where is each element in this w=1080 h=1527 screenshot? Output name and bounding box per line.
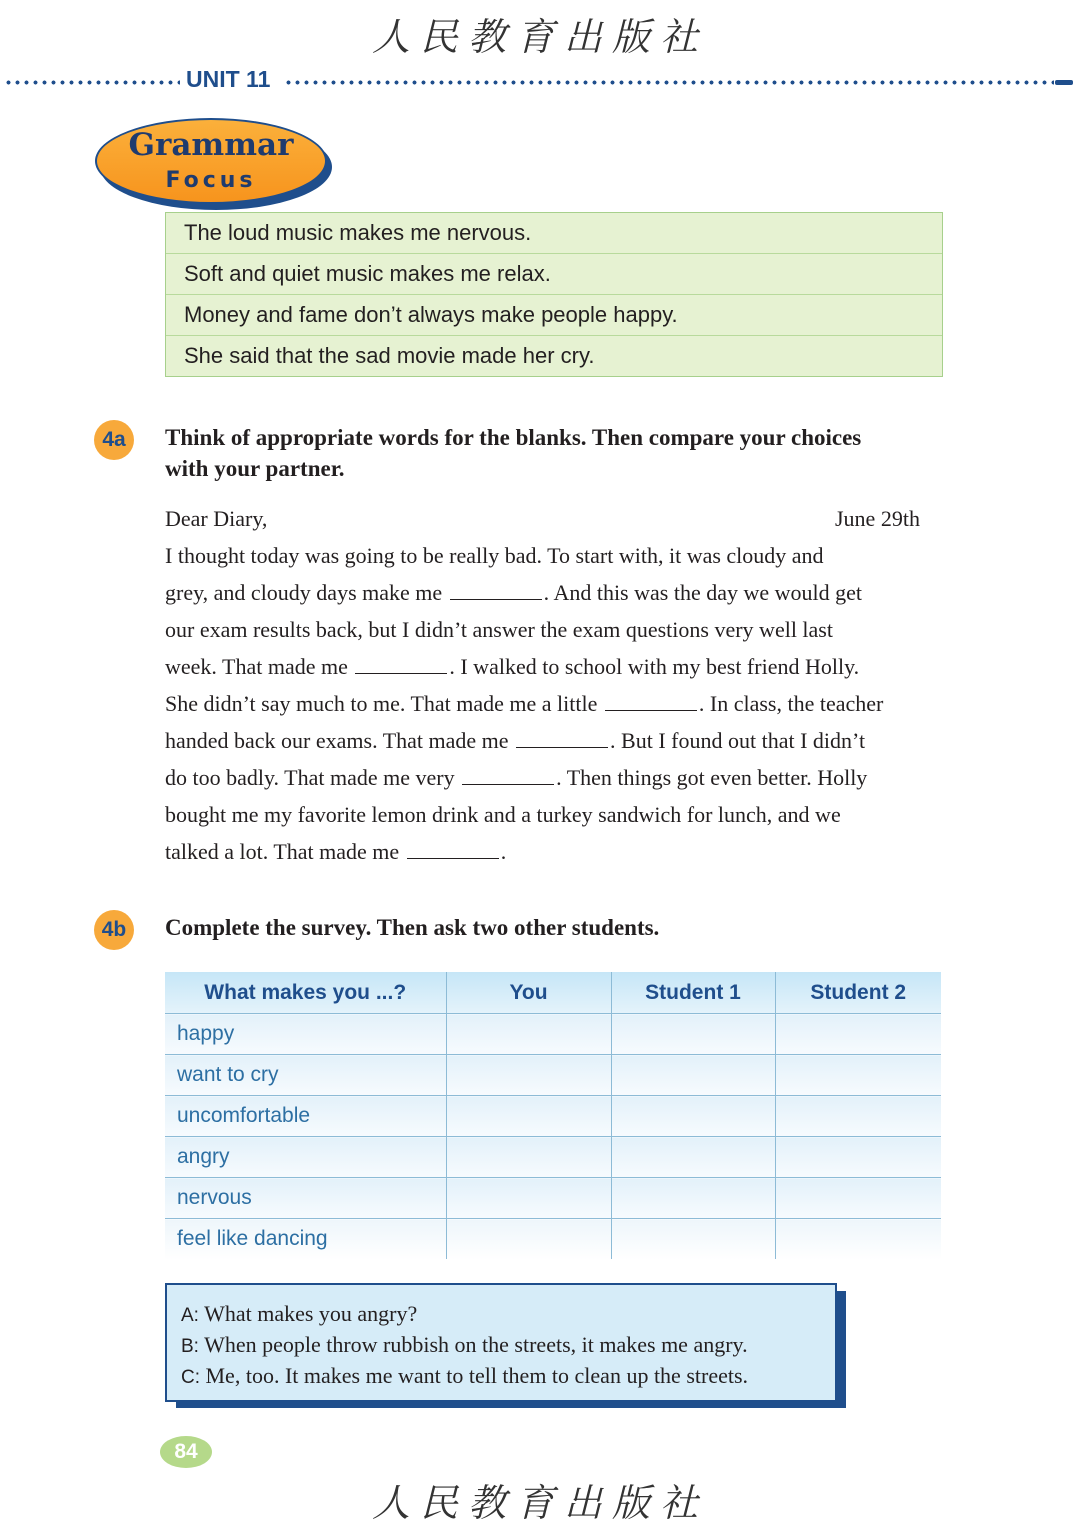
speaker-label: A: bbox=[181, 1305, 199, 1326]
answer-cell[interactable] bbox=[446, 1178, 611, 1219]
grammar-sentences-box bbox=[165, 212, 943, 377]
table-header-row bbox=[165, 972, 941, 1014]
dotted-rule-left bbox=[4, 80, 180, 85]
answer-cell[interactable] bbox=[611, 1096, 775, 1137]
grammar-sentence: Money and fame don’t always make people happy. bbox=[166, 294, 942, 335]
column-header: Student 1 bbox=[611, 972, 775, 1014]
diary-line bbox=[165, 759, 935, 796]
row-label: nervous bbox=[165, 1178, 446, 1219]
publisher-logo-top: 人民教育出版社 bbox=[371, 15, 708, 59]
badge-title-focus: Focus bbox=[165, 168, 257, 193]
table-row bbox=[165, 1178, 941, 1219]
activity-4a-marker: 4a bbox=[94, 420, 134, 460]
diary-greeting: Dear Diary, bbox=[165, 506, 268, 531]
page-number: 84 bbox=[160, 1436, 212, 1468]
diary-text: . I walked to school with my best friend Holly. bbox=[449, 654, 860, 679]
blank-field[interactable] bbox=[605, 690, 697, 711]
column-header: Student 2 bbox=[775, 972, 941, 1014]
diary-text: do too badly. That made me very bbox=[165, 765, 455, 790]
table-row bbox=[165, 1219, 941, 1260]
activity-4b-marker: 4b bbox=[94, 910, 134, 950]
answer-cell[interactable] bbox=[446, 1055, 611, 1096]
blank-field[interactable] bbox=[450, 579, 542, 600]
grammar-sentence: Soft and quiet music makes me relax. bbox=[166, 253, 942, 294]
speaker-label: C: bbox=[181, 1367, 200, 1388]
blank-field[interactable] bbox=[407, 838, 499, 859]
answer-cell[interactable] bbox=[611, 1178, 775, 1219]
diary-text: . But I found out that I didn’t bbox=[610, 728, 866, 753]
dialogue-text: Me, too. It makes me want to tell them to clean up the streets. bbox=[205, 1363, 749, 1388]
answer-cell[interactable] bbox=[611, 1137, 775, 1178]
diary-text: week. That made me bbox=[165, 654, 348, 679]
badge-title-grammar: Grammar bbox=[128, 127, 294, 163]
diary-line bbox=[165, 796, 935, 833]
answer-cell[interactable] bbox=[611, 1014, 775, 1055]
answer-cell[interactable] bbox=[775, 1137, 941, 1178]
diary-text: . bbox=[500, 839, 507, 864]
table-row bbox=[165, 1014, 941, 1055]
row-label: happy bbox=[165, 1014, 446, 1055]
rule-end-dash bbox=[1055, 80, 1073, 85]
answer-cell[interactable] bbox=[446, 1014, 611, 1055]
diary-text: She didn’t say much to me. That made me a little bbox=[165, 691, 598, 716]
diary-line bbox=[165, 685, 935, 722]
answer-cell[interactable] bbox=[775, 1014, 941, 1055]
blank-field[interactable] bbox=[462, 764, 554, 785]
diary-text: grey, and cloudy days make me bbox=[165, 580, 443, 605]
answer-cell[interactable] bbox=[775, 1096, 941, 1137]
publisher-logo-bottom: 人民教育出版社 bbox=[371, 1481, 708, 1525]
dialogue-text: What makes you angry? bbox=[204, 1301, 418, 1326]
diary-line bbox=[165, 833, 935, 870]
answer-cell[interactable] bbox=[775, 1219, 941, 1260]
table-row bbox=[165, 1055, 941, 1096]
row-label: angry bbox=[165, 1137, 446, 1178]
diary-text: talked a lot. That made me bbox=[165, 839, 400, 864]
column-header: You bbox=[446, 972, 611, 1014]
unit-title: UNIT 11 bbox=[186, 66, 271, 92]
diary-text: . In class, the teacher bbox=[698, 691, 884, 716]
diary-text: bought me my favorite lemon drink and a turkey sandwich for lunch, and we bbox=[165, 802, 841, 827]
answer-cell[interactable] bbox=[446, 1219, 611, 1260]
blank-field[interactable] bbox=[355, 653, 447, 674]
diary-line bbox=[165, 648, 935, 685]
diary-line bbox=[165, 611, 935, 648]
blank-field[interactable] bbox=[516, 727, 608, 748]
answer-cell[interactable] bbox=[775, 1178, 941, 1219]
dialogue-line bbox=[181, 1360, 748, 1393]
grammar-sentence: The loud music makes me nervous. bbox=[184, 220, 532, 245]
dialogue-line bbox=[181, 1329, 748, 1362]
answer-cell[interactable] bbox=[611, 1219, 775, 1260]
survey-table bbox=[165, 972, 941, 1259]
speaker-label: B: bbox=[181, 1336, 199, 1357]
diary-text: our exam results back, but I didn’t answer the exam questions very well last bbox=[165, 617, 833, 642]
answer-cell[interactable] bbox=[446, 1137, 611, 1178]
row-label: feel like dancing bbox=[165, 1219, 446, 1260]
activity-4b-instruction: Complete the survey. Then ask two other students. bbox=[165, 915, 660, 940]
diary-line bbox=[165, 722, 935, 759]
activity-4a-instruction-line2: with your partner. bbox=[165, 456, 345, 481]
diary-line bbox=[165, 574, 935, 611]
diary-text: . Then things got even better. Holly bbox=[556, 765, 868, 790]
diary-text: . And this was the day we would get bbox=[543, 580, 863, 605]
dotted-rule-right bbox=[284, 80, 1054, 85]
grammar-sentence: She said that the sad movie made her cry. bbox=[166, 335, 942, 376]
dialogue-text: When people throw rubbish on the streets, it makes me angry. bbox=[204, 1332, 748, 1357]
table-row bbox=[165, 1137, 941, 1178]
diary-date: June 29th bbox=[835, 506, 920, 531]
diary-line bbox=[165, 537, 935, 574]
activity-4a-instruction-line1: Think of appropriate words for the blanks. Then compare your choices bbox=[165, 425, 862, 450]
column-header: What makes you ...? bbox=[165, 972, 446, 1014]
unit-header bbox=[0, 66, 1080, 96]
dialogue-line bbox=[181, 1298, 417, 1331]
answer-cell[interactable] bbox=[775, 1055, 941, 1096]
diary-text: handed back our exams. That made me bbox=[165, 728, 509, 753]
answer-cell[interactable] bbox=[611, 1055, 775, 1096]
row-label: uncomfortable bbox=[165, 1096, 446, 1137]
row-label: want to cry bbox=[165, 1055, 446, 1096]
diary-text: I thought today was going to be really bad. To start with, it was cloudy and bbox=[165, 543, 824, 568]
answer-cell[interactable] bbox=[446, 1096, 611, 1137]
table-row bbox=[165, 1096, 941, 1137]
